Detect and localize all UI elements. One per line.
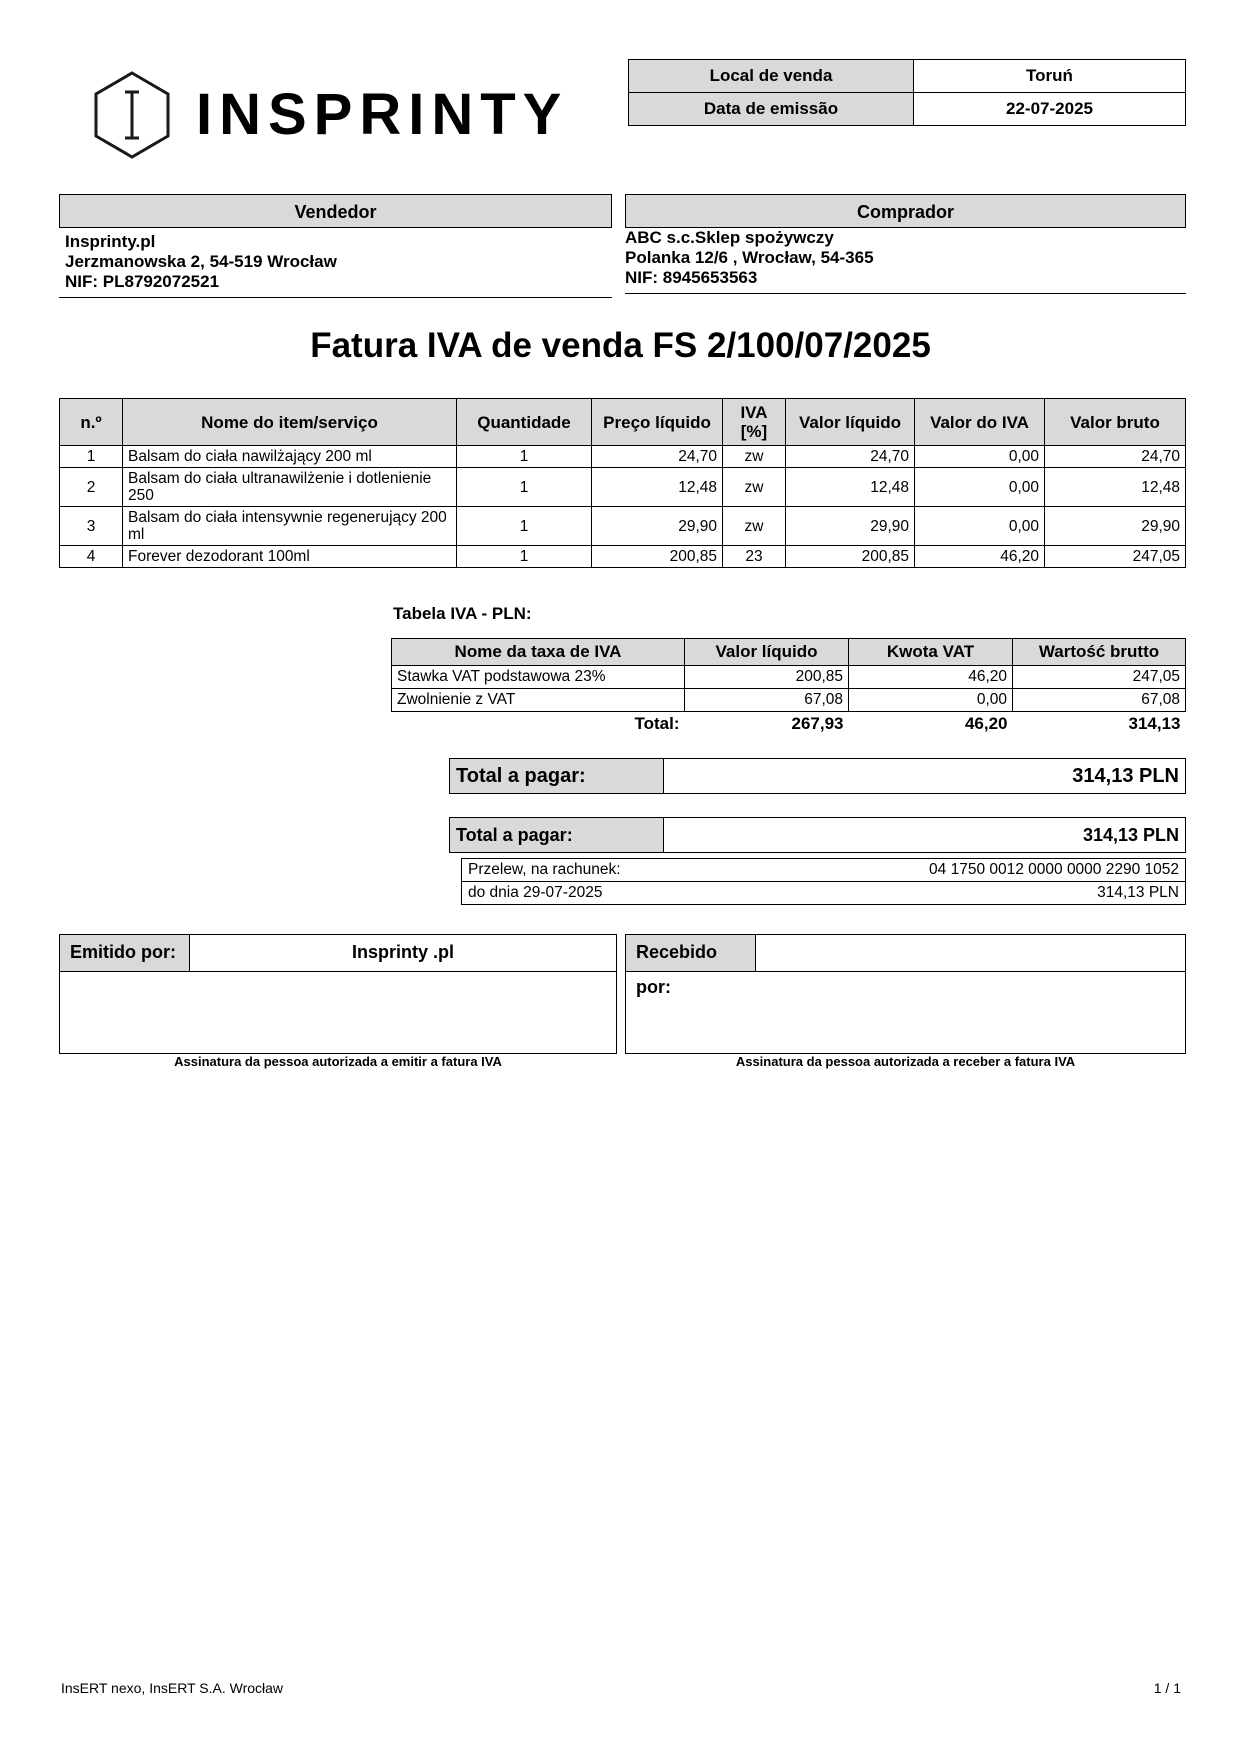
cell-no: 4: [60, 546, 123, 568]
cell-no: 1: [60, 446, 123, 468]
col-header: Preço líquido: [592, 399, 723, 446]
seller-details: [59, 228, 612, 298]
cell-vat-value: 0,00: [915, 446, 1045, 468]
col-header: Valor bruto: [1045, 399, 1186, 446]
col-header: Valor do IVA: [915, 399, 1045, 446]
cell-gross-value: 29,90: [1045, 507, 1186, 546]
vat-total-row: [392, 712, 1186, 737]
table-row: [60, 507, 1186, 546]
cell-qty: 1: [457, 546, 592, 568]
total-label: Total:: [634, 714, 680, 733]
cell-rate-name: Zwolnienie z VAT: [392, 689, 685, 712]
cell-gross-value: 247,05: [1045, 546, 1186, 568]
total-due-label: Total a pagar:: [450, 759, 664, 793]
table-row: [60, 468, 1186, 507]
cell-qty: 1: [457, 507, 592, 546]
cell-name: Balsam do ciała ultranawilżenie i dotlenienie 250: [123, 468, 457, 507]
cell-qty: 1: [457, 446, 592, 468]
meta-label: Local de venda: [629, 60, 914, 93]
col-header: Valor líquido: [786, 399, 915, 446]
table-row: [392, 666, 1186, 689]
meta-label: Data de emissão: [629, 93, 914, 126]
cell-no: 3: [60, 507, 123, 546]
cell-vat-rate: zw: [723, 446, 786, 468]
items-table: [59, 398, 1186, 568]
vat-header-row: [392, 639, 1186, 666]
cell-net: 67,08: [685, 689, 849, 712]
page-number: 1 / 1: [1153, 1680, 1181, 1696]
seller-name: Insprinty.pl: [65, 232, 156, 251]
cell-net-value: 29,90: [786, 507, 915, 546]
seller-heading: Vendedor: [59, 194, 612, 228]
col-header: IVA [%]: [723, 399, 786, 446]
seller-section: [59, 194, 612, 298]
cell-gross-value: 12,48: [1045, 468, 1186, 507]
vat-table-title: Tabela IVA - PLN:: [393, 604, 532, 623]
cell-vat-rate: zw: [723, 468, 786, 507]
cell-gross: 247,05: [1013, 666, 1186, 689]
col-header: Nome da taxa de IVA: [392, 639, 685, 666]
cell-qty: 1: [457, 468, 592, 507]
total-due-value: 314,13 PLN: [1072, 765, 1179, 787]
invoice-meta-table: [628, 59, 1186, 126]
cell-net-price: 12,48: [592, 468, 723, 507]
issued-by-label: Emitido por:: [60, 935, 190, 971]
table-row: [60, 546, 1186, 568]
meta-value: Toruń: [914, 60, 1186, 93]
vat-table: [391, 638, 1186, 736]
table-row: [462, 882, 1186, 905]
payment-method: Przelew, na rachunek:: [462, 859, 741, 882]
received-by-value: [756, 935, 1185, 971]
cell-name: Forever dezodorant 100ml: [123, 546, 457, 568]
cell-net-price: 24,70: [592, 446, 723, 468]
cell-vat-value: 46,20: [915, 546, 1045, 568]
payment-label: Total a pagar:: [450, 818, 664, 852]
buyer-heading: Comprador: [625, 194, 1186, 228]
seller-address: Jerzmanowska 2, 54-519 Wrocław: [65, 252, 337, 271]
cell-gross-value: 24,70: [1045, 446, 1186, 468]
cell-name: Balsam do ciała intensywnie regenerujący 200 ml: [123, 507, 457, 546]
cell-gross: 67,08: [1013, 689, 1186, 712]
buyer-address: Polanka 12/6 , Wrocław, 54-365: [625, 248, 874, 267]
buyer-tax-id: NIF: 8945653563: [625, 268, 758, 287]
col-header: Wartość brutto: [1013, 639, 1186, 666]
bank-account: 04 1750 0012 0000 0000 2290 1052: [741, 859, 1186, 882]
cell-no: 2: [60, 468, 123, 507]
cell-vat-value: 0,00: [915, 468, 1045, 507]
brand-name: INSPRINTY: [196, 82, 569, 147]
cell-net-value: 12,48: [786, 468, 915, 507]
payment-box: [449, 817, 1186, 853]
items-header-row: [60, 399, 1186, 446]
cell-vat: 0,00: [849, 689, 1013, 712]
total-gross: 314,13: [1128, 714, 1181, 733]
total-due-box: [449, 758, 1186, 794]
cell-net-price: 200,85: [592, 546, 723, 568]
issued-by-box: [59, 934, 617, 1054]
col-header: Nome do item/serviço: [123, 399, 457, 446]
payment-amount: 314,13 PLN: [741, 882, 1186, 905]
hexagon-logo-icon: [92, 70, 172, 160]
invoice-title: Fatura IVA de venda FS 2/100/07/2025: [310, 326, 931, 365]
seller-tax-id: NIF: PL8792072521: [65, 272, 220, 291]
payment-due-date: do dnia 29-07-2025: [462, 882, 741, 905]
col-header: Quantidade: [457, 399, 592, 446]
cell-net-value: 200,85: [786, 546, 915, 568]
cell-vat-value: 0,00: [915, 507, 1045, 546]
table-row: [392, 689, 1186, 712]
payment-details-table: [461, 858, 1186, 905]
col-header: n.º: [60, 399, 123, 446]
cell-name: Balsam do ciała nawilżający 200 ml: [123, 446, 457, 468]
total-net: 267,93: [791, 714, 844, 733]
cell-net-price: 29,90: [592, 507, 723, 546]
cell-vat-rate: 23: [723, 546, 786, 568]
cell-net-value: 24,70: [786, 446, 915, 468]
buyer-details: [625, 228, 1186, 294]
cell-vat: 46,20: [849, 666, 1013, 689]
received-by-box: [625, 934, 1186, 1054]
col-header: Kwota VAT: [849, 639, 1013, 666]
issued-by-caption: Assinatura da pessoa autorizada a emitir a fatura IVA: [174, 1054, 502, 1069]
table-row: [60, 446, 1186, 468]
brand-logo: [92, 70, 569, 160]
total-vat: 46,20: [964, 714, 1008, 733]
buyer-section: [625, 194, 1186, 294]
cell-rate-name: Stawka VAT podstawowa 23%: [392, 666, 685, 689]
received-by-caption: Assinatura da pessoa autorizada a receber a fatura IVA: [735, 1054, 1076, 1069]
footer-software: InsERT nexo, InsERT S.A. Wrocław: [61, 1680, 284, 1696]
table-row: [462, 859, 1186, 882]
issued-by-value: Insprinty .pl: [351, 942, 454, 962]
cell-net: 200,85: [685, 666, 849, 689]
col-header: Valor líquido: [685, 639, 849, 666]
cell-vat-rate: zw: [723, 507, 786, 546]
meta-value: 22-07-2025: [914, 93, 1186, 126]
payment-value: 314,13 PLN: [1082, 825, 1179, 845]
meta-row: [629, 93, 1186, 126]
received-by-label: Recebido por:: [626, 935, 756, 971]
buyer-name: ABC s.c.Sklep spożywczy: [625, 228, 834, 247]
meta-row: [629, 60, 1186, 93]
